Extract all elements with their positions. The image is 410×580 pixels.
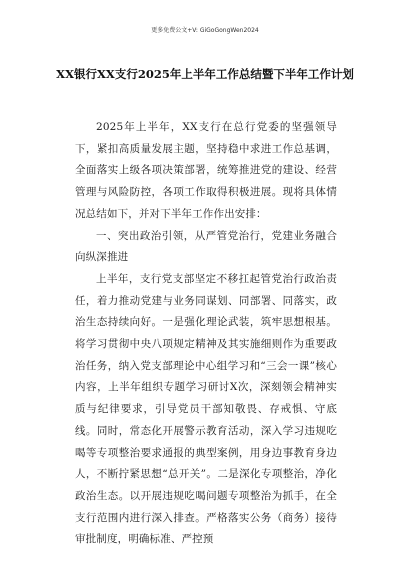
header-note: 更多免费公文+V: GiGoGongWen2024 [151, 27, 259, 34]
document-title: XX银行XX支行2025年上半年工作总结暨下半年工作计划 [56, 67, 354, 81]
section-heading-1: 一、突出政治引领，从严管党治行，党建业务融合向纵深推进 [75, 229, 337, 264]
document-body [75, 117, 337, 551]
paragraph-intro: 2025年上半年，XX支行在总行党委的坚强领导下，紧扣高质量发展主题，坚持稳中求进工作总基调，全面落实上级各项决策部署，统筹推进党的建设、经营管理与风险防控，各项工作取得积极进展。现将具体情况总结如下，并对下半年工作作出安排： [75, 121, 337, 220]
paragraph-section-1: 上半年，支行党支部坚定不移扛起管党治行政治责任，着力推动党建与业务同谋划、同部署、同落实，政治生态持续向好。一是强化理论武装，筑牢思想根基。将学习贯彻中央八项规定精神及其实施细则作为重要政治任务，纳入党支部理论中心组学习和“三会一课”核心内容，上半年组织专题学习研讨X次，深刻领会精神实质与纪律要求，引导党员干部知敬畏、存戒惧、守底线。同时，常态化开展警示教育活动，深入学习违规吃喝等专项整治要求通报的典型案例，用身边事教育身边人，不断拧紧思想“总开关”。二是深化专项整治，净化政治生态。以开展违规吃喝问题专项整治为抓手，在全支行范围内进行深入排查。严格落实公务（商务）接待审批制度，明确标准、严控预 [75, 272, 337, 546]
